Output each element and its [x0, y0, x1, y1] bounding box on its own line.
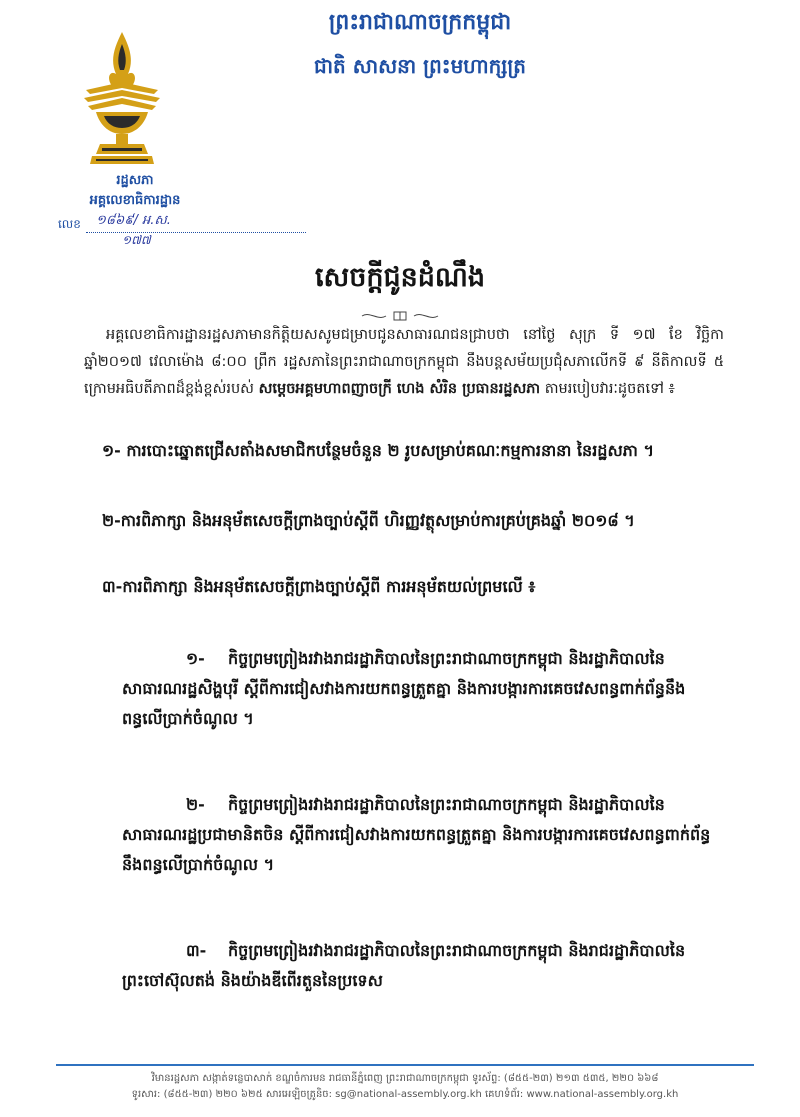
- institution-name: រដ្ឋសភា: [116, 173, 154, 188]
- sub-agenda-item-2: ២- កិច្ចព្រមព្រៀងរវាងរាជរដ្ឋាភិបាលនៃព្រះរាជាណាចក្រកម្ពុជា និងរដ្ឋាភិបាលនៃសាធារណរដ្ឋប្រជាមានិតចិន ស្ដីពីការជៀសវាងការយកពន្ធត្រួតគ្នា និងការបង្ការការគេចវេសពន្ធពាក់ព័ន្ធនឹងពន្ធលើប្រាក់ចំណូល ។: [122, 795, 711, 874]
- footer-divider: [56, 1064, 754, 1066]
- agenda-item-3: ៣-ការពិភាក្សា និងអនុម័តសេចក្ដីព្រាងច្បាប់ស្ដីពី ការអនុម័តយល់ព្រមលើ ៖: [102, 577, 536, 596]
- agenda-item-2: ២-ការពិភាក្សា និងអនុម័តសេចក្ដីព្រាងច្បាប់ស្ដីពី ហិរញ្ញវត្ថុសម្រាប់ការគ្រប់គ្រងឆ្នាំ ២០១៨ ។: [102, 511, 635, 530]
- intro-paragraph: អគ្គលេខាធិការដ្ឋានរដ្ឋសភាមានកិត្តិយសសូមជម្រាបជូនសាធារណជនជ្រាបថា នៅថ្ងៃ សុក្រ ទី ១៧ ខែ វិច្ឆិកា ឆ្នាំ២០១៧ វេលាម៉ោង ៨:០០ ព្រឹក រដ្ឋសភានៃព្រះរាជាណាចក្រកម្ពុជា នឹងបន្តសម័យប្រជុំសភាលើកទី ៩ នីតិកាលទី ៥ ក្រោមអធិបតីភាពដ៏ខ្ពង់ខ្ពស់របស់ សម្ដេចអគ្គមហាពញាចក្រី ហេង សំរិន ប្រធានរដ្ឋសភា តាមរបៀបវារៈដូចតទៅ ៖: [84, 327, 724, 397]
- document-title: សេចក្ដីជូនដំណឹង: [314, 262, 486, 293]
- footer-contact: ទូរសារ: (៨៥៥-២៣) ២២០ ៦២៥ សារអេឡិចត្រូនិច: sg@national-assembly.org.kh គេហទំព័រ: www.national-assembly.org.kh: [131, 1089, 679, 1100]
- reference-handwritten-number: ១៨៦៩/ អ.ស.: [96, 213, 171, 228]
- ornament-divider-icon: [360, 310, 440, 322]
- kingdom-heading: ព្រះរាជាណាចក្រកម្ពុជា: [328, 10, 512, 35]
- sub-agenda-item-1: ១- កិច្ចព្រមព្រៀងរវាងរាជរដ្ឋាភិបាលនៃព្រះរាជាណាចក្រកម្ពុជា និងរដ្ឋាភិបាលនៃសាធារណរដ្ឋសិង្ហបុរី ស្ដីពីការជៀសវាងការយកពន្ធត្រួតគ្នា និងការបង្ការការគេចវេសពន្ធពាក់ព័ន្ធនឹងពន្ធលើប្រាក់ចំណូល ។: [122, 649, 686, 728]
- national-motto: ជាតិ សាសនា ព្រះមហាក្សត្រ: [314, 54, 526, 78]
- national-assembly-emblem-icon: [82, 30, 162, 170]
- department-name: អគ្គលេខាធិការដ្ឋាន: [89, 193, 181, 208]
- reference-label: លេខ: [58, 217, 81, 231]
- reference-handwritten-sub: ១៧៧: [122, 233, 151, 247]
- reference-number: [58, 212, 318, 252]
- intro-bold-name: សម្ដេចអគ្គមហាពញាចក្រី ហេង សំរិន ប្រធានរដ្ឋសភា: [258, 381, 541, 397]
- agenda-item-1: ១- ការបោះឆ្នោតជ្រើសតាំងសមាជិកបន្ថែមចំនួន ២ រូបសម្រាប់គណៈកម្មការនានា នៃរដ្ឋសភា ។: [102, 441, 655, 460]
- sub-agenda-item-3: ៣- កិច្ចព្រមព្រៀងរវាងរាជរដ្ឋាភិបាលនៃព្រះរាជាណាចក្រកម្ពុជា និងរាជរដ្ឋាភិបាលនៃព្រះចៅស៊ុលតង់ និងយ៉ាងឌីពើរតួននៃប្រទេស: [122, 941, 686, 990]
- footer-address: វិមានរដ្ឋសភា សង្កាត់ទន្លេបាសាក់ ខណ្ឌចំការមន រាជធានីភ្នំពេញ ព្រះរាជាណាចក្រកម្ពុជា ទូរស័ព្ទ: (៨៥៥-២៣) ២១៣ ៥៣៥, ២២០ ៦៦៨: [151, 1073, 659, 1084]
